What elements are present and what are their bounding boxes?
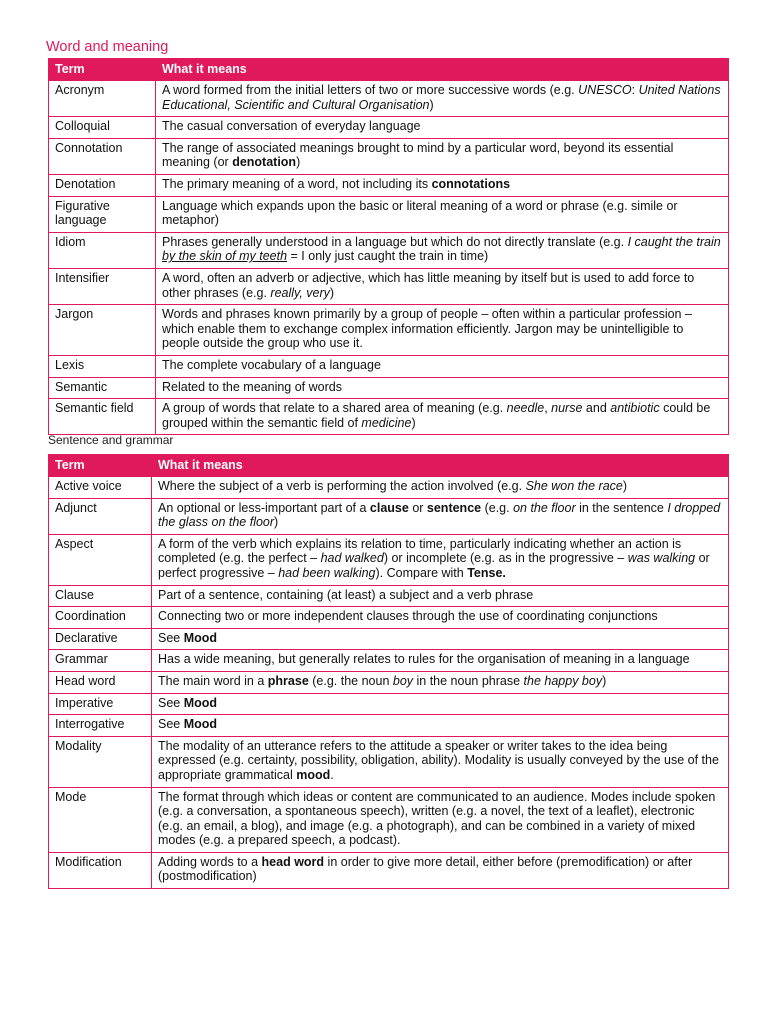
- table-row: [49, 138, 729, 174]
- meaning-cell: Words and phrases known primarily by a group of people – often within a particular profession – which enable them to exchange complex information efficiently. Jargon may be unintelligible to people outside the group who use it.: [156, 305, 729, 356]
- table-row: [49, 650, 729, 672]
- meaning-cell: A form of the verb which explains its relation to time, particularly indicating whether an action is completed (e.g. the perfect – had walked) or incomplete (e.g. as in the progressive – was walking or perfect progressive – had been walking). Compare with Tense.: [152, 534, 729, 585]
- table-row: [49, 399, 729, 435]
- glossary-table-sentence-and-grammar: [48, 454, 729, 889]
- table-row: [49, 628, 729, 650]
- meaning-cell: A group of words that relate to a shared area of meaning (e.g. needle, nurse and antibiotic could be grouped within the semantic field of medicine): [156, 399, 729, 435]
- meaning-cell: The primary meaning of a word, not including its connotations: [156, 174, 729, 196]
- meaning-cell: The modality of an utterance refers to the attitude a speaker or writer takes to the idea being expressed (e.g. certainty, possibility, obligation, ability). Modality is usually conveyed by the use of the appropriate grammatical mood.: [152, 736, 729, 787]
- table-row: [49, 585, 729, 607]
- table-row: [49, 232, 729, 268]
- meaning-cell: The casual conversation of everyday language: [156, 117, 729, 139]
- table-row: [49, 305, 729, 356]
- term-cell: Adjunct: [49, 498, 152, 534]
- meaning-cell: See Mood: [152, 715, 729, 737]
- header-meaning: What it means: [152, 455, 729, 477]
- meaning-cell: A word, often an adverb or adjective, which has little meaning by itself but is used to add force to other phrases (e.g. really, very): [156, 268, 729, 304]
- meaning-cell: The main word in a phrase (e.g. the noun boy in the noun phrase the happy boy): [152, 671, 729, 693]
- term-cell: Figurative language: [49, 196, 156, 232]
- meaning-cell: Connecting two or more independent clauses through the use of coordinating conjunctions: [152, 607, 729, 629]
- header-meaning: What it means: [156, 59, 729, 81]
- meaning-cell: The format through which ideas or content are communicated to an audience. Modes include spoken (e.g. a conversation, a spontaneous speech), written (e.g. a novel, the text of a leaflet), electronic (e.g. an email, a blog), and image (e.g. a photograph), and can be combined in a variety of mixed modes (e.g. a prepared speech, a podcast).: [152, 787, 729, 852]
- term-cell: Coordination: [49, 607, 152, 629]
- table-row: [49, 355, 729, 377]
- header-term: Term: [49, 59, 156, 81]
- term-cell: Interrogative: [49, 715, 152, 737]
- table-row: [49, 693, 729, 715]
- term-cell: Jargon: [49, 305, 156, 356]
- term-cell: Semantic field: [49, 399, 156, 435]
- meaning-cell: See Mood: [152, 628, 729, 650]
- table-row: [49, 196, 729, 232]
- term-cell: Denotation: [49, 174, 156, 196]
- meaning-cell: An optional or less-important part of a clause or sentence (e.g. on the floor in the sentence I dropped the glass on the floor): [152, 498, 729, 534]
- meaning-cell: Related to the meaning of words: [156, 377, 729, 399]
- term-cell: Lexis: [49, 355, 156, 377]
- meaning-cell: The complete vocabulary of a language: [156, 355, 729, 377]
- section-title-sentence-and-grammar: Sentence and grammar: [48, 433, 174, 447]
- term-cell: Grammar: [49, 650, 152, 672]
- table-row: [49, 377, 729, 399]
- table-row: [49, 852, 729, 888]
- meaning-cell: Adding words to a head word in order to give more detail, either before (premodification) or after (postmodification): [152, 852, 729, 888]
- meaning-cell: Has a wide meaning, but generally relates to rules for the organisation of meaning in a language: [152, 650, 729, 672]
- term-cell: Intensifier: [49, 268, 156, 304]
- meaning-cell: A word formed from the initial letters of two or more successive words (e.g. UNESCO: United Nations Educational, Scientific and Cultural Organisation): [156, 81, 729, 117]
- meaning-cell: Part of a sentence, containing (at least) a subject and a verb phrase: [152, 585, 729, 607]
- table-row: [49, 81, 729, 117]
- term-cell: Acronym: [49, 81, 156, 117]
- term-cell: Active voice: [49, 477, 152, 499]
- table-row: [49, 671, 729, 693]
- term-cell: Idiom: [49, 232, 156, 268]
- term-cell: Colloquial: [49, 117, 156, 139]
- table-row: [49, 174, 729, 196]
- term-cell: Head word: [49, 671, 152, 693]
- table-row: [49, 607, 729, 629]
- table-row: [49, 498, 729, 534]
- meaning-cell: Language which expands upon the basic or literal meaning of a word or phrase (e.g. simile or metaphor): [156, 196, 729, 232]
- header-term: Term: [49, 455, 152, 477]
- term-cell: Aspect: [49, 534, 152, 585]
- table-row: [49, 477, 729, 499]
- table-row: [49, 534, 729, 585]
- table-row: [49, 715, 729, 737]
- term-cell: Semantic: [49, 377, 156, 399]
- table-row: [49, 268, 729, 304]
- term-cell: Clause: [49, 585, 152, 607]
- table-row: [49, 787, 729, 852]
- glossary-table-word-and-meaning: [48, 58, 729, 435]
- table-header-row: [49, 59, 729, 81]
- term-cell: Modality: [49, 736, 152, 787]
- meaning-cell: Phrases generally understood in a language but which do not directly translate (e.g. I caught the train by the skin of my teeth = I only just caught the train in time): [156, 232, 729, 268]
- table-row: [49, 117, 729, 139]
- term-cell: Imperative: [49, 693, 152, 715]
- term-cell: Declarative: [49, 628, 152, 650]
- term-cell: Modification: [49, 852, 152, 888]
- table-row: [49, 736, 729, 787]
- term-cell: Mode: [49, 787, 152, 852]
- term-cell: Connotation: [49, 138, 156, 174]
- meaning-cell: See Mood: [152, 693, 729, 715]
- meaning-cell: Where the subject of a verb is performing the action involved (e.g. She won the race): [152, 477, 729, 499]
- section-title-word-and-meaning: Word and meaning: [46, 39, 169, 55]
- table-header-row: [49, 455, 729, 477]
- meaning-cell: The range of associated meanings brought to mind by a particular word, beyond its essential meaning (or denotation): [156, 138, 729, 174]
